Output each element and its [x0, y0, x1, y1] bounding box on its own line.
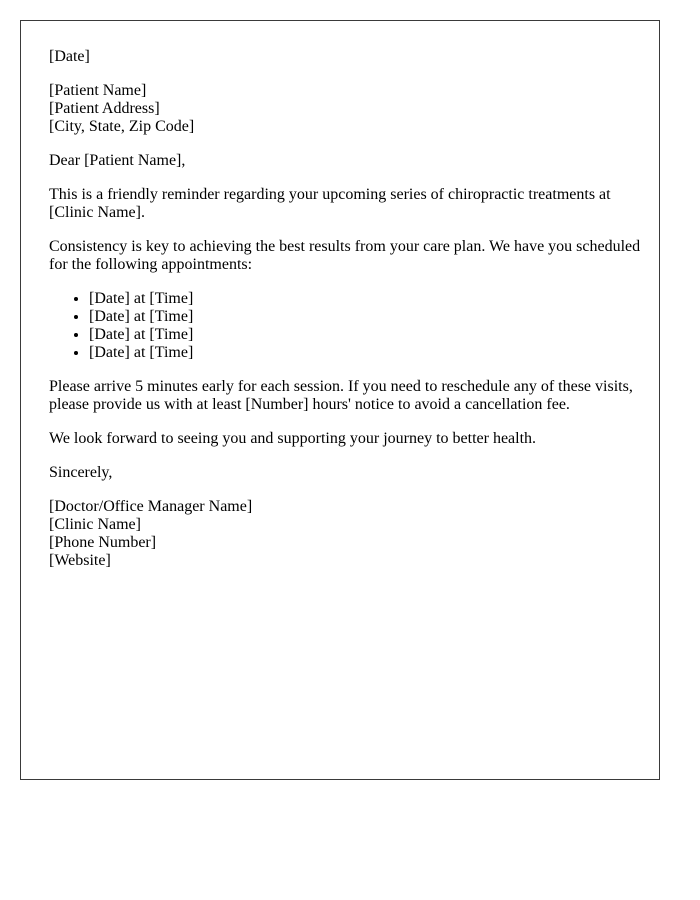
signature-block [49, 498, 649, 570]
signature-website: [Website] [49, 552, 111, 569]
appointment-item: • [Date] at [Time] [89, 326, 649, 344]
letter-body [49, 48, 649, 570]
recipient-block [49, 82, 649, 136]
closing-paragraph: We look forward to seeing you and supporting your journey to better health. [49, 430, 537, 447]
recipient-name: [Patient Name] [49, 82, 147, 99]
signoff: Sincerely, [49, 464, 113, 481]
salutation: Dear [Patient Name], [49, 152, 186, 169]
appointment-list [49, 290, 649, 362]
appointment-item: • [Date] at [Time] [89, 308, 649, 326]
signature-clinic: [Clinic Name] [49, 516, 141, 533]
recipient-address: [Patient Address] [49, 100, 160, 117]
signature-phone: [Phone Number] [49, 534, 157, 551]
consistency-paragraph: Consistency is key to achieving the best results from your care plan. We have you scheduled for the following appointments: [49, 238, 641, 273]
signature-name: [Doctor/Office Manager Name] [49, 498, 253, 515]
arrival-paragraph: Please arrive 5 minutes early for each session. If you need to reschedule any of these visits, please provide us with at least [Number] hours' notice to avoid a cancellation fee. [49, 378, 633, 413]
recipient-city-state-zip: [City, State, Zip Code] [49, 118, 195, 135]
letter-date: [Date] [49, 48, 90, 65]
intro-paragraph: This is a friendly reminder regarding your upcoming series of chiropractic treatments at [Clinic Name]. [49, 186, 611, 221]
appointment-item: • [Date] at [Time] [89, 290, 649, 308]
appointment-item: • [Date] at [Time] [89, 344, 649, 362]
letter-frame [20, 20, 660, 780]
